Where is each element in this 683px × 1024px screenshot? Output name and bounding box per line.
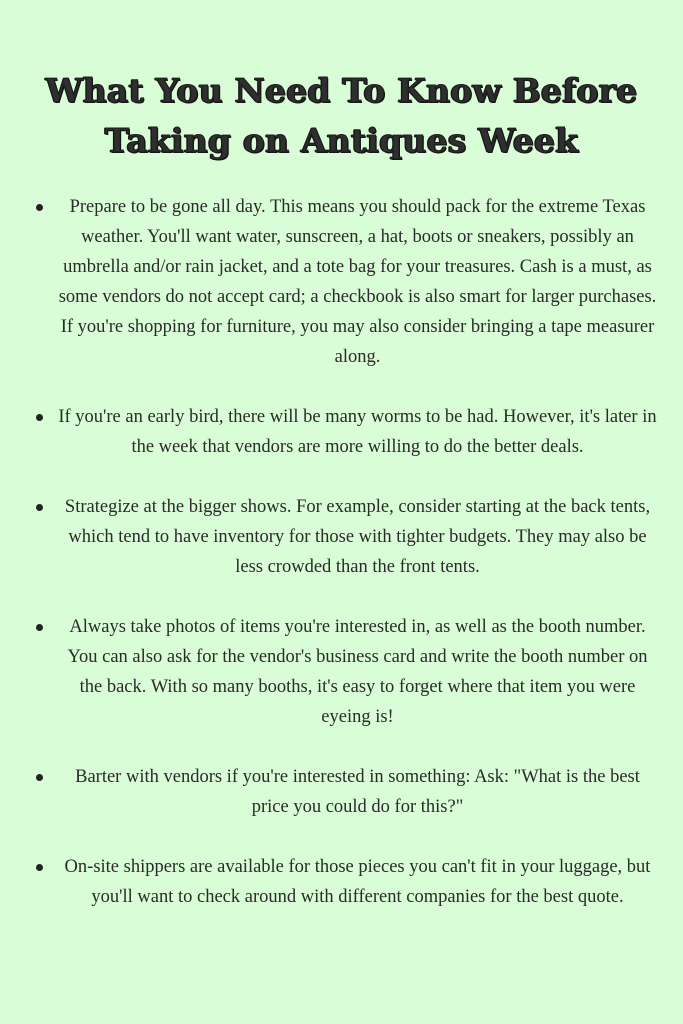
tip-text: If you're an early bird, there will be many worms to be had. However, it's later in the week that vendors are more willing to do the better deals.	[58, 407, 657, 457]
tip-item-barter	[0, 762, 683, 822]
title-line-2: Taking on Antiques Week	[104, 121, 579, 161]
tip-item-prepare	[0, 192, 683, 372]
tip-text: Barter with vendors if you're interested in something: Ask: "What is the best price you could do for this?"	[75, 767, 640, 817]
tip-text: Prepare to be gone all day. This means you should pack for the extreme Texas weather. You'll want water, sunscreen, a hat, boots or sneakers, possibly an umbrella and/or rain jacket, and a tote bag for your treasures. Cash is a must, as some vendors do not accept card; a checkbook is also smart for larger purchases. If you're shopping for furniture, you may also consider bringing a tape measurer along.	[58, 197, 657, 367]
bullet-icon	[36, 504, 43, 511]
bullet-icon	[36, 774, 43, 781]
tip-item-early-bird	[0, 402, 683, 462]
tip-item-shippers	[0, 852, 683, 912]
bullet-icon	[36, 864, 43, 871]
title-line-1: What You Need To Know Before	[45, 71, 638, 111]
page-title	[0, 66, 683, 166]
tip-item-strategize	[0, 492, 683, 582]
tips-list	[0, 192, 683, 942]
bullet-icon	[36, 414, 43, 421]
tip-text: On-site shippers are available for those pieces you can't fit in your luggage, but you'll want to check around with different companies for the best quote.	[64, 857, 651, 907]
bullet-icon	[36, 624, 43, 631]
bullet-icon	[36, 204, 43, 211]
tip-text: Always take photos of items you're interested in, as well as the booth number. You can also ask for the vendor's business card and write the booth number on the back. With so many booths, it's easy to forget where that item you were eyeing is!	[67, 617, 648, 727]
tip-text: Strategize at the bigger shows. For example, consider starting at the back tents, which tend to have inventory for those with tighter budgets. They may also be less crowded than the front tents.	[64, 497, 651, 577]
tip-item-photos	[0, 612, 683, 732]
